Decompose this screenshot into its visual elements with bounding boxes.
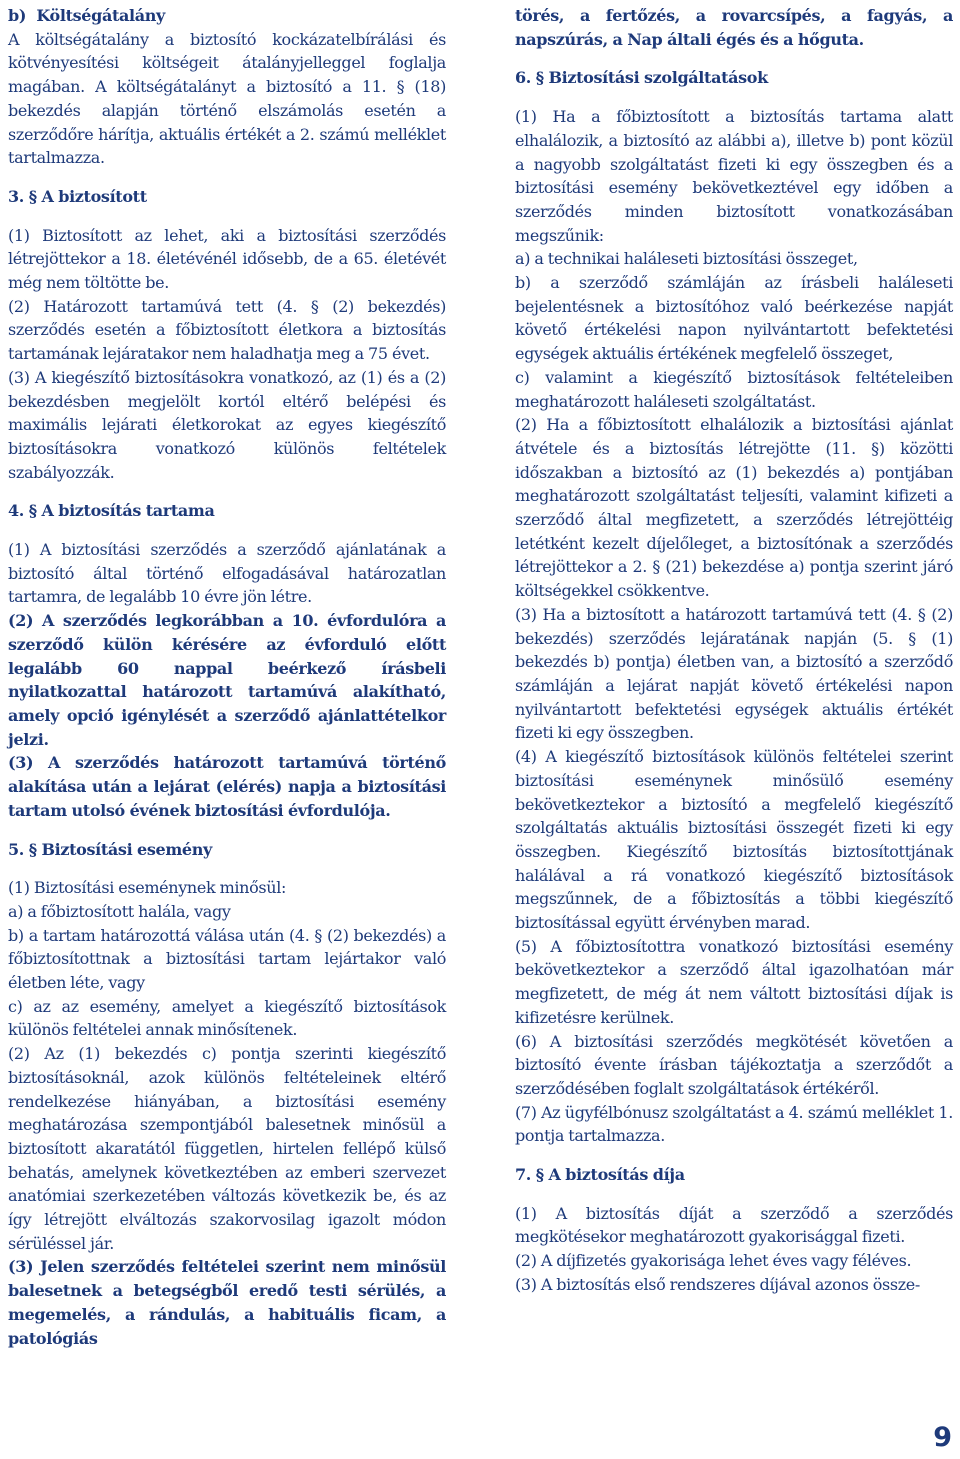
paragraph: (1) Biztosítási eseménynek minősül: (8, 878, 287, 898)
paragraph: (2) Határozott tartamúvá tett (4. § (2) bekezdés) szerződés esetén a főbiztosított életkora a biztosítás tartamának lejáratakor nem haladhatja meg a 75 évet. (8, 296, 446, 364)
paragraph: (2) Ha a főbiztosított elhalálozik a biztosítási ajánlat átvétele és a biztosítás létrejötte (11. §) közötti időszakban a biztosító az (1) bekezdés a) pontjában meghatározott szolgáltatást teljesíti, valamint kifizeti a szerződő által megfizetett, a szerződés létrejöttéig letétként kezelt díjelőleget, a biztosítónak a szerződés létrejöttekor a 2. § (21) bekezdése a) pontja szerint járó költségekkel csökkentve. (515, 415, 953, 601)
paragraph: (6) A biztosítási szerződés megkötését követően a biztosító évente írásban tájékoztatja a szerződőt a szerződésében foglalt szolgáltatások értékéről. (515, 1031, 953, 1098)
paragraph: b) a tartam határozottá válása után (4. § (2) bekezdés) a főbiztosítottnak a biztosítási tartam lejártakor való életben léte, vagy (8, 925, 446, 993)
paragraph: törés, a fertőzés, a rovarcsípés, a fagyás, a napszúrás, a Nap általi égés és a hőguta. (515, 6, 953, 49)
paragraph: A költségátalány a biztosító kockázatelbírálási és kötvényesítési költségeit átalányjelleggel foglalja magában. A költségátalányt a biztosító a 11. § (18) bekezdés alapján történő elszámolás esetén a szerződőre hárítja, aktuális értékét a 2. számú melléklet tartalmazza. (8, 29, 446, 168)
paragraph: a) a főbiztosított halála, vagy (8, 901, 231, 921)
section-heading: 6. § Biztosítási szolgáltatások (515, 68, 768, 88)
section-heading: 3. § A biztosított (8, 186, 147, 206)
paragraph: (2) Az (1) bekezdés c) pontja szerinti kiegészítő biztosításoknál, azok különös feltételeinek eltérő rendelkezése hiányában, a biztosítási esemény meghatározása szempontjából balesetnek minősül a biztosított akaratától független, hirtelen fellépő külső behatás, amelynek következtében az emberi szervezet anatómiai szerkezetében változás következik be, és az így létrejött elváltozás szakorvosilag igazolt módon sérüléssel jár. (8, 1044, 446, 1253)
paragraph: c) az az esemény, amelyet a kiegészítő biztosítások különös feltételei annak minősítenek. (8, 996, 446, 1040)
paragraph: (4) A kiegészítő biztosítások különös feltételei szerint biztosítási eseménynek minősülő esemény bekövetkeztekor a biztosító a megfelelő kiegészítő szolgáltatás aktuális biztosítási összegét fizeti ki egy összegben. Kiegészítő biztosítás biztosítottjának halálával a rá vonatkozó kiegészítő biztosítások megszűnnek, de a főbiztosítás a többi kiegészítő biztosítással együtt érvényben marad. (515, 747, 953, 933)
left-column (8, 4, 446, 1350)
paragraph: (3) Jelen szerződés feltételei szerint nem minősül balesetnek a betegségből eredő testi sérülés, a megemelés, a rándulás, a habituális ficam, a patológiás (8, 1257, 446, 1348)
paragraph: (1) Biztosított az lehet, aki a biztosítási szerződés létrejöttekor a 18. életévénél idősebb, de a 65. életévét még nem töltötte be. (8, 225, 446, 293)
paragraph: (3) Ha a biztosított a határozott tartamúvá tett (4. § (2) bekezdés) szerződés lejáratának napján (5. § (1) bekezdés b) pontja) életben van, a biztosító a szerződő számláján a lejárat napját követő értékelési napon nyilvántartott befektetési egységek aktuális értékét fizeti ki egy összegben. (515, 604, 953, 743)
paragraph: c) valamint a kiegészítő biztosítások feltételeiben meghatározott haláleseti szolgáltatást. (515, 367, 953, 411)
section-heading: 7. § A biztosítás díja (515, 1165, 685, 1185)
paragraph: (3) A kiegészítő biztosításokra vonatkozó, az (1) és a (2) bekezdésben megjelölt kortól eltérő belépési és maximális lejárati életkorokat az egyes kiegészítő biztosításokra vonatkozó különös feltételek szabályozzák. (8, 367, 446, 482)
paragraph: (2) A díjfizetés gyakorisága lehet éves vagy féléves. (515, 1251, 912, 1271)
paragraph: (5) A főbiztosítottra vonatkozó biztosítási esemény bekövetkeztekor a szerződő által igazolhatóan már megfizetett, de még át nem váltott biztosítási díjak is kifizetésre kerülnek. (515, 936, 953, 1027)
page-number: 9 (933, 1422, 952, 1453)
paragraph: (3) A szerződés határozott tartamúvá történő alakítása után a lejárat (elérés) napja a biztosítási tartam utolsó évének biztosítási évfordulója. (8, 753, 446, 820)
paragraph: (1) Ha a főbiztosított a biztosítás tartama alatt elhalálozik, a biztosító az alábbi a), illetve b) pont közül a nagyobb szolgáltatást fizeti ki egy összegben és a biztosítási esemény bekövetkeztével egy időben a szerződés minden biztosított vonatkozásában megszűnik: (515, 107, 953, 245)
paragraph: (1) A biztosítás díját a szerződő a szerződés megkötésekor meghatározott gyakorisággal fizeti. (515, 1203, 953, 1247)
paragraph: (1) A biztosítási szerződés a szerződő ajánlatának a biztosító által történő elfogadásával határozatlan tartamra, de legalább 10 évre jön létre. (8, 540, 446, 607)
paragraph: (2) A szerződés legkorábban a 10. évfordulóra a szerződő külön kérésére az évforduló előtt legalább 60 nappal beérkező írásbeli nyilatkozattal határozott tartamúvá alakítható, amely opció igénylését a szerződő ajánlattételkor jelzi. (8, 611, 446, 749)
section-heading: 5. § Biztosítási esemény (8, 839, 212, 859)
section-heading: b) Költségátalány (8, 6, 165, 25)
paragraph: (3) A biztosítás első rendszeres díjával azonos össze- (515, 1274, 920, 1294)
paragraph: a) a technikai haláleseti biztosítási összeget, (515, 249, 858, 269)
paragraph: b) a szerződő számláján az írásbeli haláleseti bejelentésnek a biztosítóhoz való beérkezése napját követő értékelési napon nyilvántartott befektetési egységek aktuális értékének megfelelő összeget, (515, 273, 953, 364)
section-heading: 4. § A biztosítás tartama (8, 501, 215, 521)
right-column (515, 4, 953, 1297)
paragraph: (7) Az ügyfélbónusz szolgáltatást a 4. számú melléklet 1. pontja tartalmazza. (515, 1102, 953, 1146)
